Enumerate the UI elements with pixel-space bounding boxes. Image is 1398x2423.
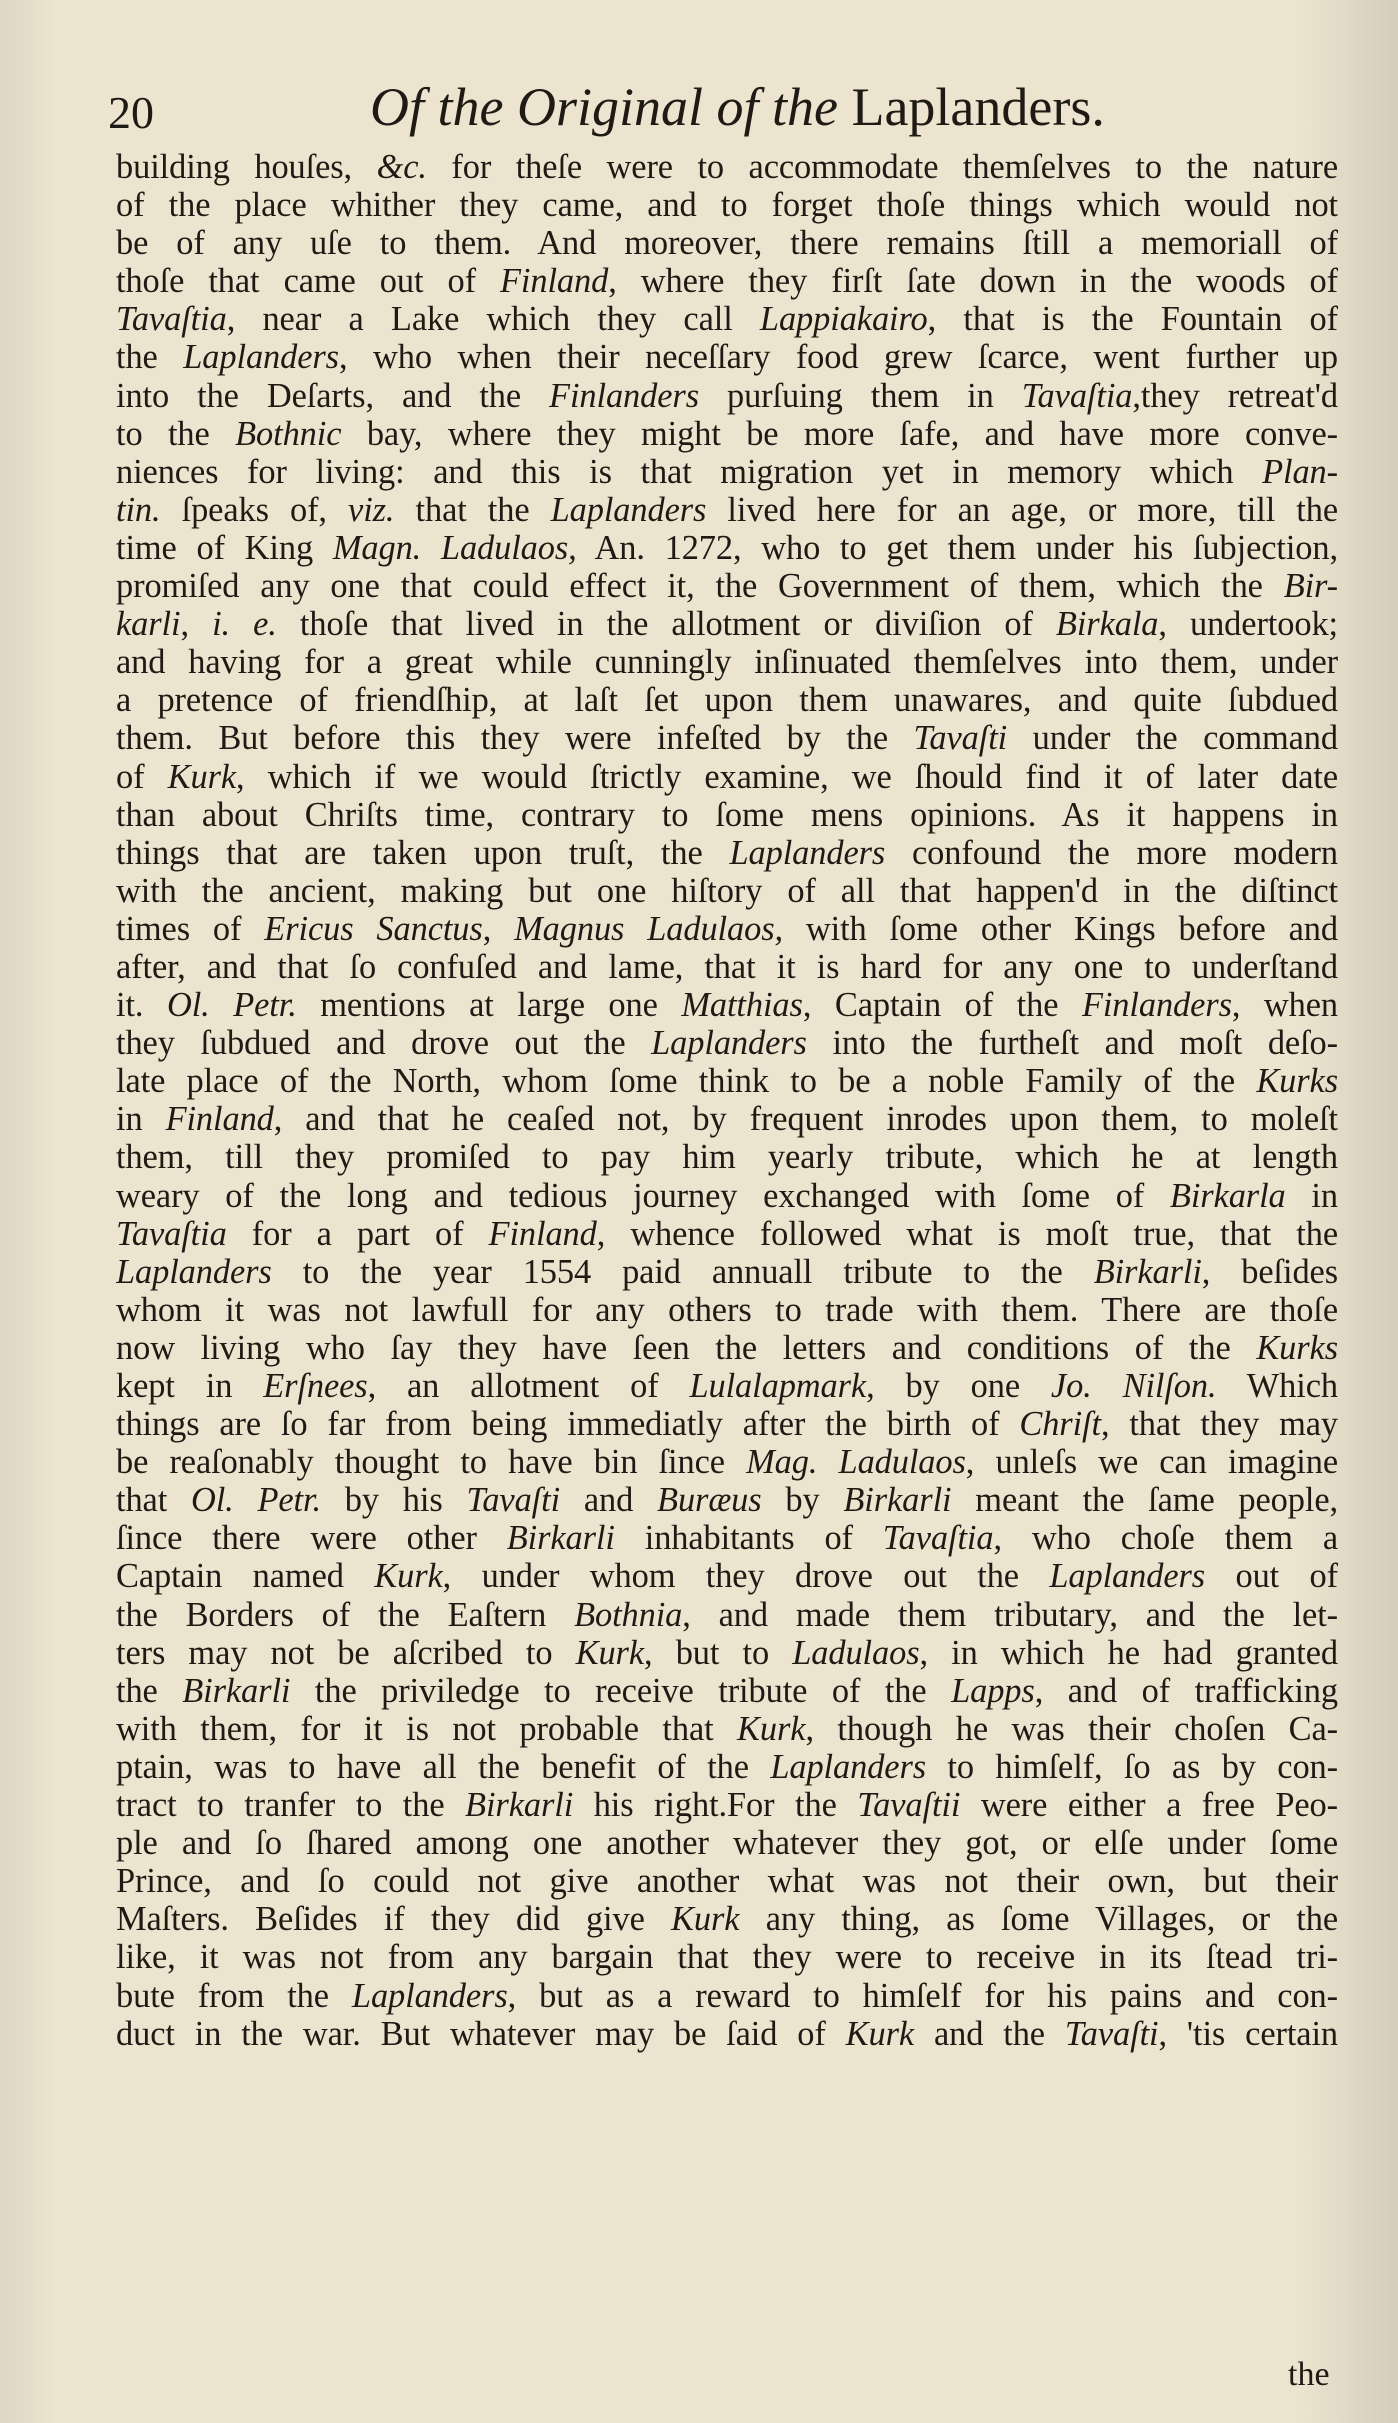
text-line	[116, 758, 1338, 796]
roman-text: ,	[180, 605, 213, 644]
italic-text: Laplanders	[729, 833, 886, 872]
italic-text: Kurk	[671, 1900, 740, 1939]
roman-text: any thing, as ſome Villages, or the	[739, 1900, 1338, 1939]
text-line	[116, 834, 1338, 872]
roman-text: out of	[1205, 1557, 1338, 1596]
roman-text: weary of the long and tedious journey exchanged with ſome of	[116, 1176, 1170, 1215]
text-line	[116, 948, 1338, 986]
italic-text: i. e.	[212, 605, 277, 644]
italic-text: Mag. Ladulaos	[746, 1443, 966, 1482]
italic-text: Erſnees	[263, 1367, 368, 1405]
roman-text: ,they retreat'd	[1132, 376, 1338, 415]
roman-text: , and that he ceaſed not, by frequent inrodes upon them, to moleſt	[273, 1100, 1338, 1139]
text-line	[116, 1062, 1338, 1100]
italic-text: Birkarli	[465, 1786, 574, 1825]
italic-text: Laplanders	[183, 338, 339, 377]
roman-text: that the	[394, 490, 551, 529]
roman-text: like, it was not from any bargain that they were to receive in its ſtead tri-	[116, 1938, 1338, 1977]
running-title-part: Of the Original of the	[370, 77, 852, 137]
roman-text: ſpeaks of,	[160, 490, 349, 529]
roman-text: kept in	[116, 1367, 264, 1405]
roman-text: confound the more modern	[885, 833, 1338, 872]
italic-text: Ol. Petr.	[190, 1481, 321, 1520]
roman-text: the Borders of the Eaſtern	[116, 1595, 575, 1634]
roman-text: and	[560, 1481, 658, 1520]
page-number: 20	[108, 87, 154, 138]
text-line	[116, 1900, 1338, 1938]
italic-text: Ericus Sanctus	[264, 909, 483, 948]
text-line	[116, 224, 1338, 262]
text-line	[116, 338, 1338, 376]
roman-text: duct in the war. But whatever may be ſaid of	[116, 2014, 846, 2053]
italic-text: Ladulaos	[792, 1633, 920, 1672]
text-line	[116, 1215, 1338, 1253]
roman-text: whom it was not lawfull for any others to trade with them. There are thoſe	[116, 1290, 1338, 1329]
italic-text: Tavaſti	[466, 1481, 561, 1520]
text-line	[116, 605, 1338, 643]
roman-text: , and of trafficking	[1034, 1671, 1338, 1710]
italic-text: Birkarli	[182, 1671, 291, 1710]
text-line	[116, 1938, 1338, 1976]
roman-text: , though he was their choſen Ca-	[805, 1709, 1338, 1748]
italic-text: Jo. Nilſon.	[1050, 1367, 1217, 1405]
roman-text: thoſe that lived in the allotment or diviſion of	[276, 605, 1056, 644]
italic-text: Laplanders	[1049, 1557, 1206, 1596]
text-line	[116, 186, 1338, 224]
roman-text: Captain named	[116, 1557, 375, 1596]
text-line	[116, 1443, 1338, 1481]
italic-text: &c.	[376, 148, 427, 186]
roman-text: , under whom they drove out the	[442, 1557, 1050, 1596]
roman-text: lived here for an age, or more, till the	[706, 490, 1338, 529]
italic-text: Kurks	[1256, 1062, 1338, 1101]
roman-text: building houſes,	[116, 148, 377, 186]
roman-text: ,	[482, 909, 515, 948]
roman-text: be of any uſe to them. And moreover, there remains ſtill a memoriall of	[116, 224, 1338, 263]
roman-text: , undertook;	[1158, 605, 1338, 644]
roman-text: , when	[1231, 986, 1338, 1025]
roman-text: , an allotment of	[367, 1367, 690, 1405]
text-line	[116, 1138, 1338, 1176]
text-line	[116, 796, 1338, 834]
italic-text: Birkarli	[843, 1481, 952, 1520]
italic-text: Laplanders	[550, 490, 707, 529]
italic-text: Kurk	[737, 1709, 806, 1748]
roman-text: ters may not be aſcribed to	[116, 1633, 576, 1672]
italic-text: Ol. Petr.	[166, 986, 297, 1025]
text-line	[116, 567, 1338, 605]
text-line	[116, 1329, 1338, 1367]
text-line	[116, 1786, 1338, 1824]
italic-text: Chriſt	[1019, 1405, 1101, 1444]
text-line	[116, 1519, 1338, 1557]
roman-text: , Captain of the	[802, 986, 1082, 1025]
roman-text: inhabitants of	[614, 1519, 883, 1558]
roman-text: , beſides	[1201, 1252, 1338, 1291]
roman-text: purſuing them in	[698, 376, 1022, 415]
text-line	[116, 1977, 1338, 2015]
roman-text: be reaſonably thought to have bin ſince	[116, 1443, 747, 1482]
page-header	[108, 78, 1338, 148]
text-line	[116, 1557, 1338, 1595]
italic-text: viz.	[348, 490, 395, 529]
italic-text: Magn. Ladulaos,	[332, 528, 577, 567]
roman-text: ple and ſo ſhared among one another whatever they got, or elſe under ſome	[116, 1824, 1338, 1863]
italic-text: Finland	[488, 1214, 597, 1253]
text-line	[116, 872, 1338, 910]
roman-text: Maſters. Beſides if they did give	[116, 1900, 672, 1939]
text-line	[116, 415, 1338, 453]
roman-text: of	[116, 757, 168, 796]
italic-text: Birkarli	[1093, 1252, 1202, 1291]
roman-text: after, and that ſo confuſed and lame, that it is hard for any one to underſtand	[116, 947, 1338, 986]
italic-text: Tavaſtii	[857, 1786, 961, 1825]
roman-text: and having for a great while cunningly inſinuated themſelves into them, under	[116, 643, 1338, 682]
roman-text: to the year 1554 paid annuall tribute to the	[271, 1252, 1094, 1291]
roman-text: ptain, was to have all the benefit of the	[116, 1747, 771, 1786]
text-line	[116, 377, 1338, 415]
body-text	[116, 148, 1338, 2053]
roman-text: bay, where they might be more ſafe, and have more conve-	[341, 414, 1338, 453]
roman-text: mentions at large one	[296, 986, 682, 1025]
roman-text: of the place whither they came, and to forget thoſe things which would not	[116, 186, 1338, 225]
roman-text: with ſome other Kings before and	[782, 909, 1338, 948]
italic-text: Laplanders	[770, 1747, 927, 1786]
roman-text: , that is the Fountain of	[927, 300, 1338, 339]
italic-text: Birkarli	[506, 1519, 615, 1558]
roman-text: , where they firſt ſate down in the woods of	[608, 262, 1338, 301]
text-line	[116, 986, 1338, 1024]
text-line	[116, 1253, 1338, 1291]
roman-text: in	[1285, 1176, 1338, 1215]
italic-text: Tavaſti	[1064, 2014, 1159, 2053]
roman-text: , which if we would ſtrictly examine, we ſhould find it of later date	[236, 757, 1338, 796]
italic-text: Birkala	[1055, 605, 1159, 644]
italic-text: Laplanders	[351, 1976, 508, 2015]
roman-text: , but as a reward to himſelf for his pains and con-	[507, 1976, 1338, 2015]
roman-text: into the furtheſt and moſt deſo-	[806, 1024, 1338, 1063]
italic-text: Magnus Ladulaos,	[514, 909, 783, 948]
text-line	[116, 1596, 1338, 1634]
roman-text: by	[761, 1481, 844, 1520]
italic-text: Plan-	[1262, 452, 1338, 491]
italic-text: Buræus	[657, 1481, 762, 1520]
text-line	[116, 529, 1338, 567]
roman-text: , by one	[866, 1367, 1051, 1405]
italic-text: Tavaſti	[913, 719, 1008, 758]
text-line	[116, 262, 1338, 300]
italic-text: Tavaſtia	[882, 1519, 994, 1558]
text-line	[116, 148, 1338, 186]
text-line	[116, 719, 1338, 757]
roman-text: the priviledge to receive tribute of the	[290, 1671, 952, 1710]
roman-text: Prince, and ſo could not give another what was not their own, but their	[116, 1862, 1338, 1901]
text-line	[116, 1024, 1338, 1062]
roman-text: , near a Lake which they call	[226, 300, 760, 339]
italic-text: Kurk	[167, 757, 237, 796]
italic-text: karli	[116, 605, 181, 644]
text-line	[116, 643, 1338, 681]
text-line	[116, 1100, 1338, 1138]
roman-text: , in which he had granted	[919, 1633, 1338, 1672]
text-line	[116, 910, 1338, 948]
running-title	[370, 78, 1105, 137]
roman-text: , unleſs we can imagine	[965, 1443, 1338, 1482]
roman-text: , who choſe them a	[993, 1519, 1338, 1558]
italic-text: Kurk	[845, 2014, 915, 2053]
text-line	[116, 1862, 1338, 1900]
roman-text: than about Chriſts time, contrary to ſome mens opinions. As it happens in	[116, 795, 1338, 834]
text-line	[116, 453, 1338, 491]
text-line	[116, 681, 1338, 719]
roman-text: with the ancient, making but one hiſtory of all that happen'd in the diſtinct	[116, 871, 1338, 910]
roman-text: in	[116, 1100, 166, 1139]
italic-text: Lappiakairo	[759, 300, 928, 339]
roman-text: under the command	[1007, 719, 1338, 758]
roman-text: with them, for it is not probable that	[116, 1709, 738, 1748]
italic-text: Kurks	[1256, 1328, 1338, 1367]
roman-text: it.	[116, 986, 167, 1025]
roman-text: , that they may	[1100, 1405, 1338, 1444]
roman-text: , and made them tributary, and the let-	[682, 1595, 1338, 1634]
text-line	[116, 2015, 1338, 2053]
roman-text: now living who ſay they have ſeen the letters and conditions of the	[116, 1328, 1257, 1367]
italic-text: Kurk	[575, 1633, 645, 1672]
roman-text: times of	[116, 909, 265, 948]
italic-text: Laplanders	[651, 1024, 807, 1063]
roman-text: An. 1272, who to get them under his ſubjection,	[576, 528, 1338, 567]
roman-text: for theſe were to accommodate themſelves to the nature	[426, 148, 1338, 186]
roman-text: bute from the	[116, 1976, 352, 2015]
italic-text: Kurk	[374, 1557, 443, 1596]
italic-text: Bothnic	[235, 414, 342, 453]
roman-text: , 'tis certain	[1158, 2014, 1338, 2053]
roman-text: thoſe that came out of	[116, 262, 501, 301]
roman-text: the	[116, 338, 184, 377]
italic-text: Birkarla	[1169, 1176, 1286, 1215]
roman-text: that	[116, 1481, 191, 1520]
italic-text: tin.	[116, 490, 161, 529]
roman-text: for a part of	[226, 1214, 489, 1253]
roman-text: and the	[914, 2014, 1065, 2053]
roman-text: , who when their neceſſary food grew ſcarce, went further up	[338, 338, 1338, 377]
roman-text: niences for living: and this is that migration yet in memory which	[116, 452, 1263, 491]
roman-text: were either a free Peo-	[960, 1786, 1338, 1825]
italic-text: Lulalapmark	[689, 1367, 867, 1405]
roman-text: a pretence of friendſhip, at laſt ſet upon them unawares, and quite ſubdued	[116, 681, 1338, 720]
roman-text: late place of the North, whom ſome think to be a noble Family of the	[116, 1062, 1257, 1101]
roman-text: things that are taken upon truſt, the	[116, 833, 730, 872]
text-line	[116, 1672, 1338, 1710]
italic-text: Finlanders	[549, 376, 699, 415]
text-line	[116, 1748, 1338, 1786]
text-line	[116, 491, 1338, 529]
text-line	[116, 1405, 1338, 1443]
text-line	[116, 300, 1338, 338]
roman-text: meant the ſame people,	[951, 1481, 1338, 1520]
italic-text: Finlanders	[1081, 986, 1232, 1025]
italic-text: Laplanders	[116, 1252, 272, 1291]
roman-text: by his	[320, 1481, 467, 1520]
roman-text: to the	[116, 414, 236, 453]
text-line	[116, 1634, 1338, 1672]
italic-text: Matthias	[681, 986, 803, 1025]
italic-text: Finland	[500, 262, 609, 301]
italic-text: Lapps	[951, 1671, 1035, 1710]
roman-text: they ſubdued and drove out the	[116, 1024, 652, 1063]
italic-text: Tavaſtia	[116, 1214, 227, 1253]
roman-text: time of King	[116, 528, 333, 567]
text-line	[116, 1291, 1338, 1329]
roman-text: them. But before this they were infeſted by the	[116, 719, 914, 758]
text-line	[116, 1177, 1338, 1215]
text-line	[116, 1367, 1338, 1405]
italic-text: Bir-	[1283, 567, 1338, 606]
catchword: the	[1288, 2356, 1330, 2393]
roman-text: his right.For the	[573, 1786, 858, 1825]
roman-text: them, till they promiſed to pay him yearly tribute, which he at length	[116, 1138, 1338, 1177]
italic-text: Bothnia	[574, 1595, 683, 1634]
italic-text: Tavaſtia	[116, 300, 227, 339]
text-line	[116, 1481, 1338, 1519]
roman-text: to himſelf, ſo as by con-	[926, 1747, 1338, 1786]
roman-text: the	[116, 1671, 183, 1710]
italic-text: Tavaſtia	[1021, 376, 1133, 415]
text-line	[116, 1824, 1338, 1862]
text-line	[116, 1710, 1338, 1748]
roman-text: promiſed any one that could effect it, the Government of them, which the	[116, 567, 1284, 606]
roman-text: tract to tranfer to the	[116, 1786, 466, 1825]
roman-text: , whence followed what is moſt true, that the	[596, 1214, 1338, 1253]
roman-text: , but to	[644, 1633, 793, 1672]
roman-text: Which	[1216, 1367, 1338, 1405]
running-title-part: Laplanders.	[851, 77, 1105, 137]
italic-text: Finland	[165, 1100, 274, 1139]
roman-text: things are ſo far from being immediatly after the birth of	[116, 1405, 1020, 1444]
roman-text: into the Deſarts, and the	[116, 376, 550, 415]
roman-text: ſince there were other	[116, 1519, 507, 1558]
